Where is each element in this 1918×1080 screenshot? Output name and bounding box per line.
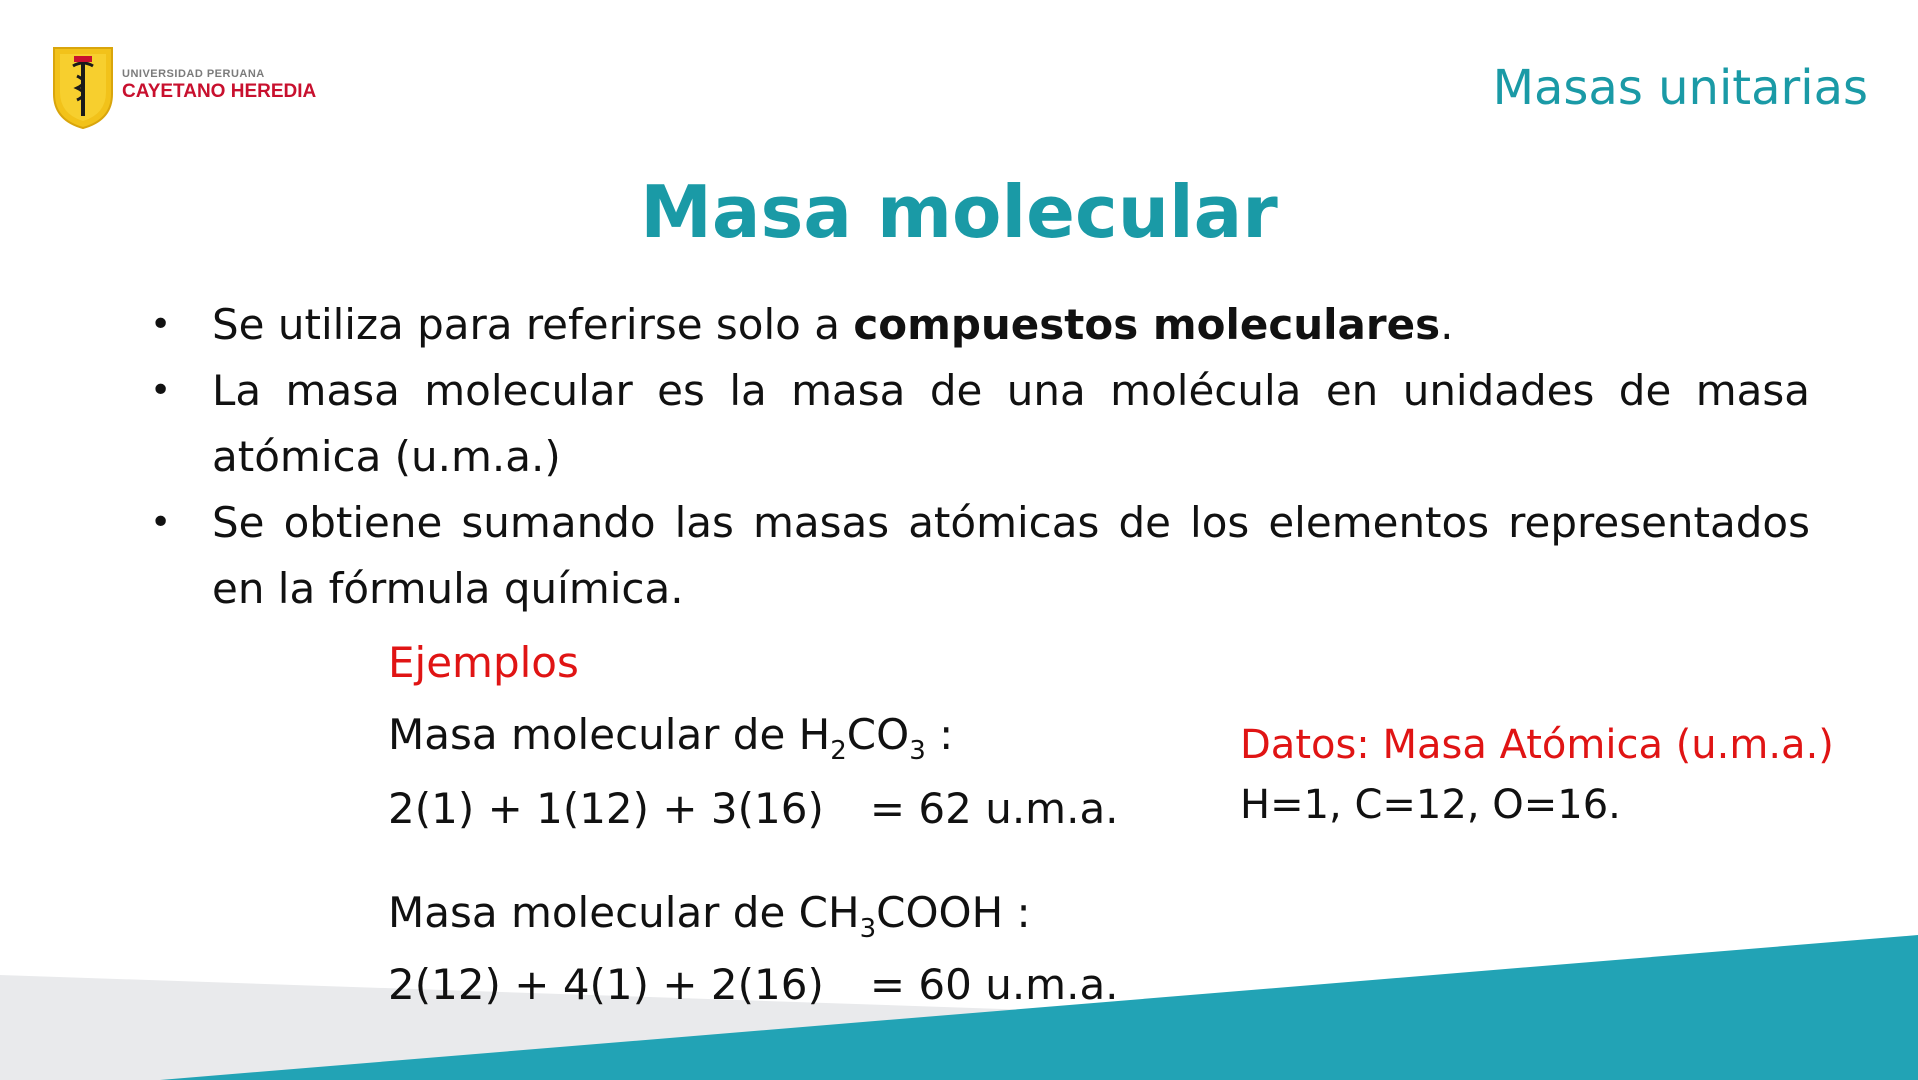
formula-part: H	[798, 710, 831, 759]
example-label-suffix: :	[1003, 888, 1031, 937]
bullet-text: La masa molecular es la masa de una molécula en unidades de masa atómica (u.m.a.)	[212, 366, 1810, 481]
examples-heading: Ejemplos	[388, 638, 579, 687]
logo-line-2: CAYETANO HEREDIA	[122, 81, 317, 102]
bullet-dot-icon: •	[150, 304, 172, 345]
calculation-text: 2(1) + 1(12) + 3(16)	[388, 784, 824, 833]
crest-icon	[50, 42, 116, 130]
bullet-dot-icon: •	[150, 502, 172, 543]
formula-subscript: 3	[859, 914, 877, 944]
example-label-prefix: Masa molecular de	[388, 888, 799, 937]
bullet-list	[150, 292, 1810, 622]
bullet-item	[150, 358, 1810, 490]
calculation-result: = 62 u.m.a.	[869, 784, 1119, 833]
example-2-calculation	[388, 960, 1119, 1009]
section-title: Masas unitarias	[1492, 60, 1868, 116]
formula-part: CO	[846, 710, 910, 759]
calculation-result: = 60 u.m.a.	[869, 960, 1119, 1009]
formula-subscript: 2	[830, 736, 847, 766]
bullet-text: Se utiliza para referirse solo a	[212, 300, 854, 349]
formula-part: COOH	[876, 888, 1004, 937]
formula-part: CH	[798, 888, 860, 937]
atomic-mass-data	[1240, 722, 1834, 828]
bullet-dot-icon: •	[150, 370, 172, 411]
bullet-text: Se obtiene sumando las masas atómicas de los elementos representados en la fórmula química.	[212, 498, 1810, 613]
datos-title: Datos: Masa Atómica (u.m.a.)	[1240, 722, 1834, 768]
example-1-label	[388, 710, 954, 766]
bullet-item	[150, 490, 1810, 622]
calculation-text: 2(12) + 4(1) + 2(16)	[388, 960, 824, 1009]
bullet-text-end: .	[1440, 300, 1454, 349]
example-label-suffix: :	[925, 710, 954, 759]
logo-line-1: UNIVERSIDAD PERUANA	[122, 68, 265, 80]
bullet-bold-text: compuestos moleculares	[853, 300, 1441, 349]
example-label-prefix: Masa molecular de	[388, 710, 799, 759]
university-logo	[50, 42, 350, 132]
datos-values: H=1, C=12, O=16.	[1240, 782, 1621, 828]
example-2-label	[388, 888, 1031, 944]
formula-subscript: 3	[909, 736, 926, 766]
bullet-item	[150, 292, 1810, 358]
slide-title: Masa molecular	[640, 170, 1278, 254]
example-1-calculation	[388, 784, 1119, 833]
